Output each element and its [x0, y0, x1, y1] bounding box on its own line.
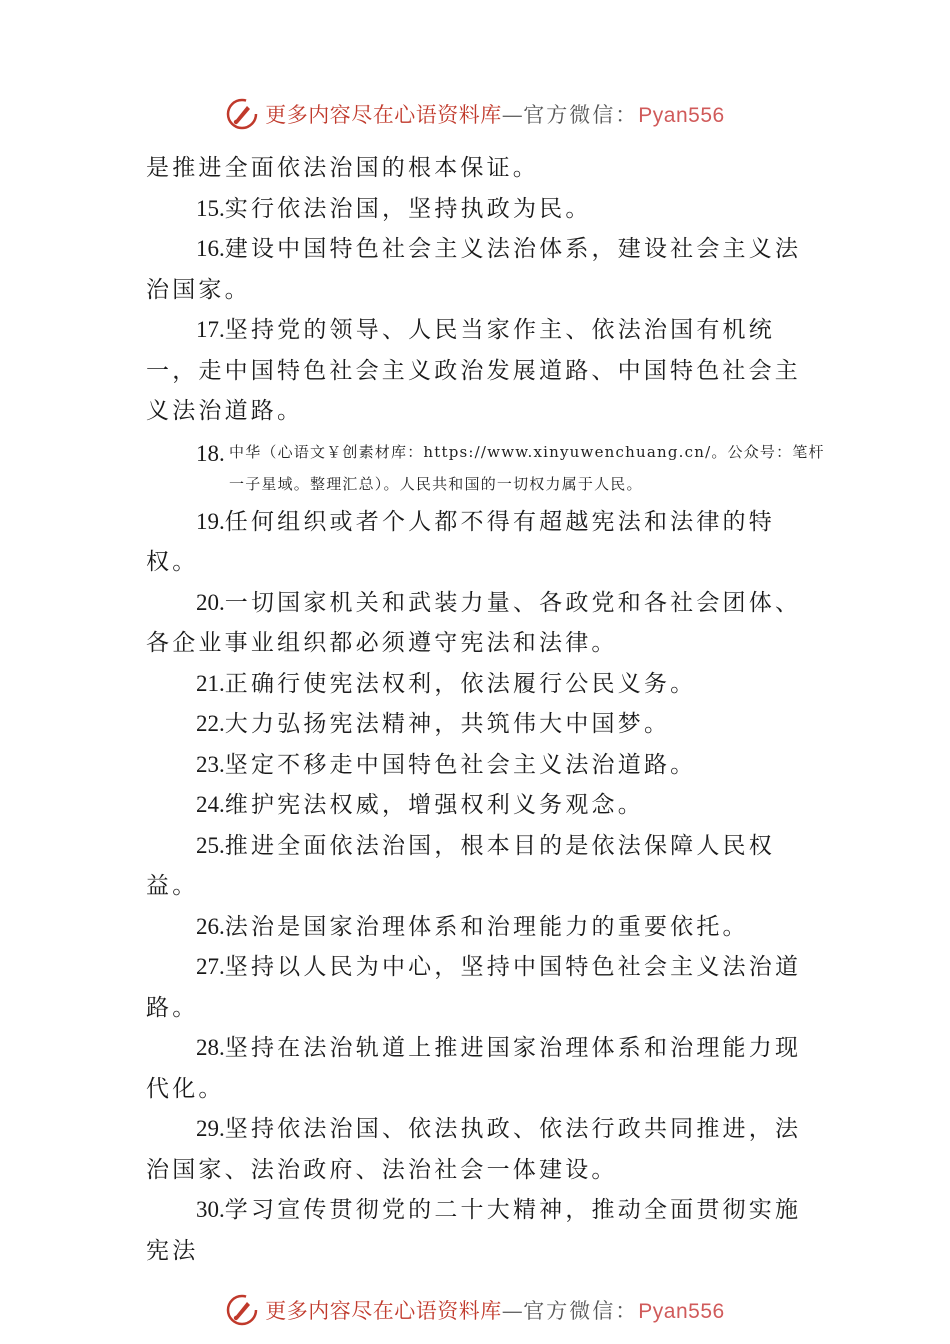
list-item	[146, 583, 826, 664]
ink-brush-logo-icon	[225, 1293, 259, 1327]
banner-label: 官方微信：	[523, 103, 639, 127]
list-item	[146, 947, 826, 1028]
banner-text	[265, 1295, 724, 1325]
banner-wechat-id: Pyan556	[638, 104, 725, 127]
item-text: 中华（心语文￥创素材库：https://www.xinyuwenchuang.cn/。公众号：笔杆一子星域。整理汇总）。人民共和国的一切权力属于人民。	[229, 442, 825, 493]
list-item	[146, 907, 826, 948]
item-text: 一切国家机关和武装力量、各政党和各社会团体、各企业事业组织都必须遵守宪法和法律。	[146, 589, 802, 656]
item-text: 坚持党的领导、人民当家作主、依法治国有机统一，走中国特色社会主义政治发展道路、中国特色社会主义法治道路。	[146, 317, 801, 424]
lead-paragraph: 是推进全面依法治国的根本保证。	[146, 155, 539, 181]
list-item	[146, 502, 826, 583]
ink-brush-logo-icon	[225, 97, 259, 131]
item-text: 任何组织或者个人都不得有超越宪法和法律的特权。	[146, 508, 775, 575]
item-number: 29.	[196, 1116, 225, 1141]
banner-brand: 更多内容尽在心语资料库	[265, 1299, 502, 1323]
item-text: 坚持在法治轨道上推进国家治理体系和治理能力现代化。	[146, 1035, 802, 1102]
banner-dash: —	[501, 103, 524, 127]
list-item	[146, 1109, 826, 1190]
header-banner	[0, 94, 950, 134]
item-text: 推进全面依法治国，根本目的是依法保障人民权益。	[146, 832, 775, 899]
item-number: 18.	[196, 440, 225, 466]
item-number: 24.	[196, 792, 225, 817]
item-number: 15.	[196, 195, 225, 221]
item-number: 16.	[196, 236, 225, 261]
list-item	[146, 189, 826, 230]
item-number: 28.	[196, 1035, 225, 1060]
item-text: 坚持以人民为中心，坚持中国特色社会主义法治道路。	[146, 954, 802, 1021]
item-text: 学习宣传贯彻党的二十大精神，推动全面贯彻实施宪法	[146, 1197, 802, 1264]
banner-dash: —	[501, 1299, 524, 1323]
item-number: 27.	[196, 954, 225, 979]
item-text: 建设中国特色社会主义法治体系，建设社会主义法治国家。	[146, 236, 802, 303]
list-item	[146, 785, 826, 826]
item-text: 维护宪法权威，增强权利义务观念。	[224, 792, 644, 818]
banner-brand: 更多内容尽在心语资料库	[265, 103, 502, 127]
list-item	[146, 1190, 826, 1271]
banner-label: 官方微信：	[523, 1299, 639, 1323]
item-number: 26.	[196, 913, 225, 939]
banner-text	[265, 99, 724, 129]
item-text: 坚定不移走中国特色社会主义法治道路。	[224, 751, 697, 778]
list-item	[146, 826, 826, 907]
footer-banner	[0, 1290, 950, 1330]
item-text: 法治是国家治理体系和治理能力的重要依托。	[224, 913, 749, 940]
list-item-watermarked	[146, 436, 826, 500]
list-item	[146, 745, 826, 786]
item-text: 实行依法治国，坚持执政为民。	[224, 195, 592, 222]
item-number: 21.	[196, 670, 225, 696]
item-number: 20.	[196, 589, 225, 615]
item-number: 22.	[196, 711, 225, 736]
item-text: 大力弘扬宪法精神，共筑伟大中国梦。	[224, 711, 671, 737]
list-item	[146, 310, 826, 432]
list-item	[146, 229, 826, 310]
item-number: 17.	[196, 317, 225, 342]
item-number: 30.	[196, 1197, 225, 1222]
banner-wechat-id: Pyan556	[638, 1300, 725, 1323]
item-text: 正确行使宪法权利，依法履行公民义务。	[224, 670, 697, 697]
list-item	[146, 704, 826, 745]
item-number: 25.	[196, 832, 225, 858]
document-body	[146, 148, 826, 1271]
list-item	[146, 1028, 826, 1109]
item-number: 23.	[196, 751, 225, 777]
list-item	[146, 664, 826, 705]
item-number: 19.	[196, 508, 225, 534]
item-text: 坚持依法治国、依法执政、依法行政共同推进，法治国家、法治政府、法治社会一体建设。	[146, 1116, 802, 1183]
